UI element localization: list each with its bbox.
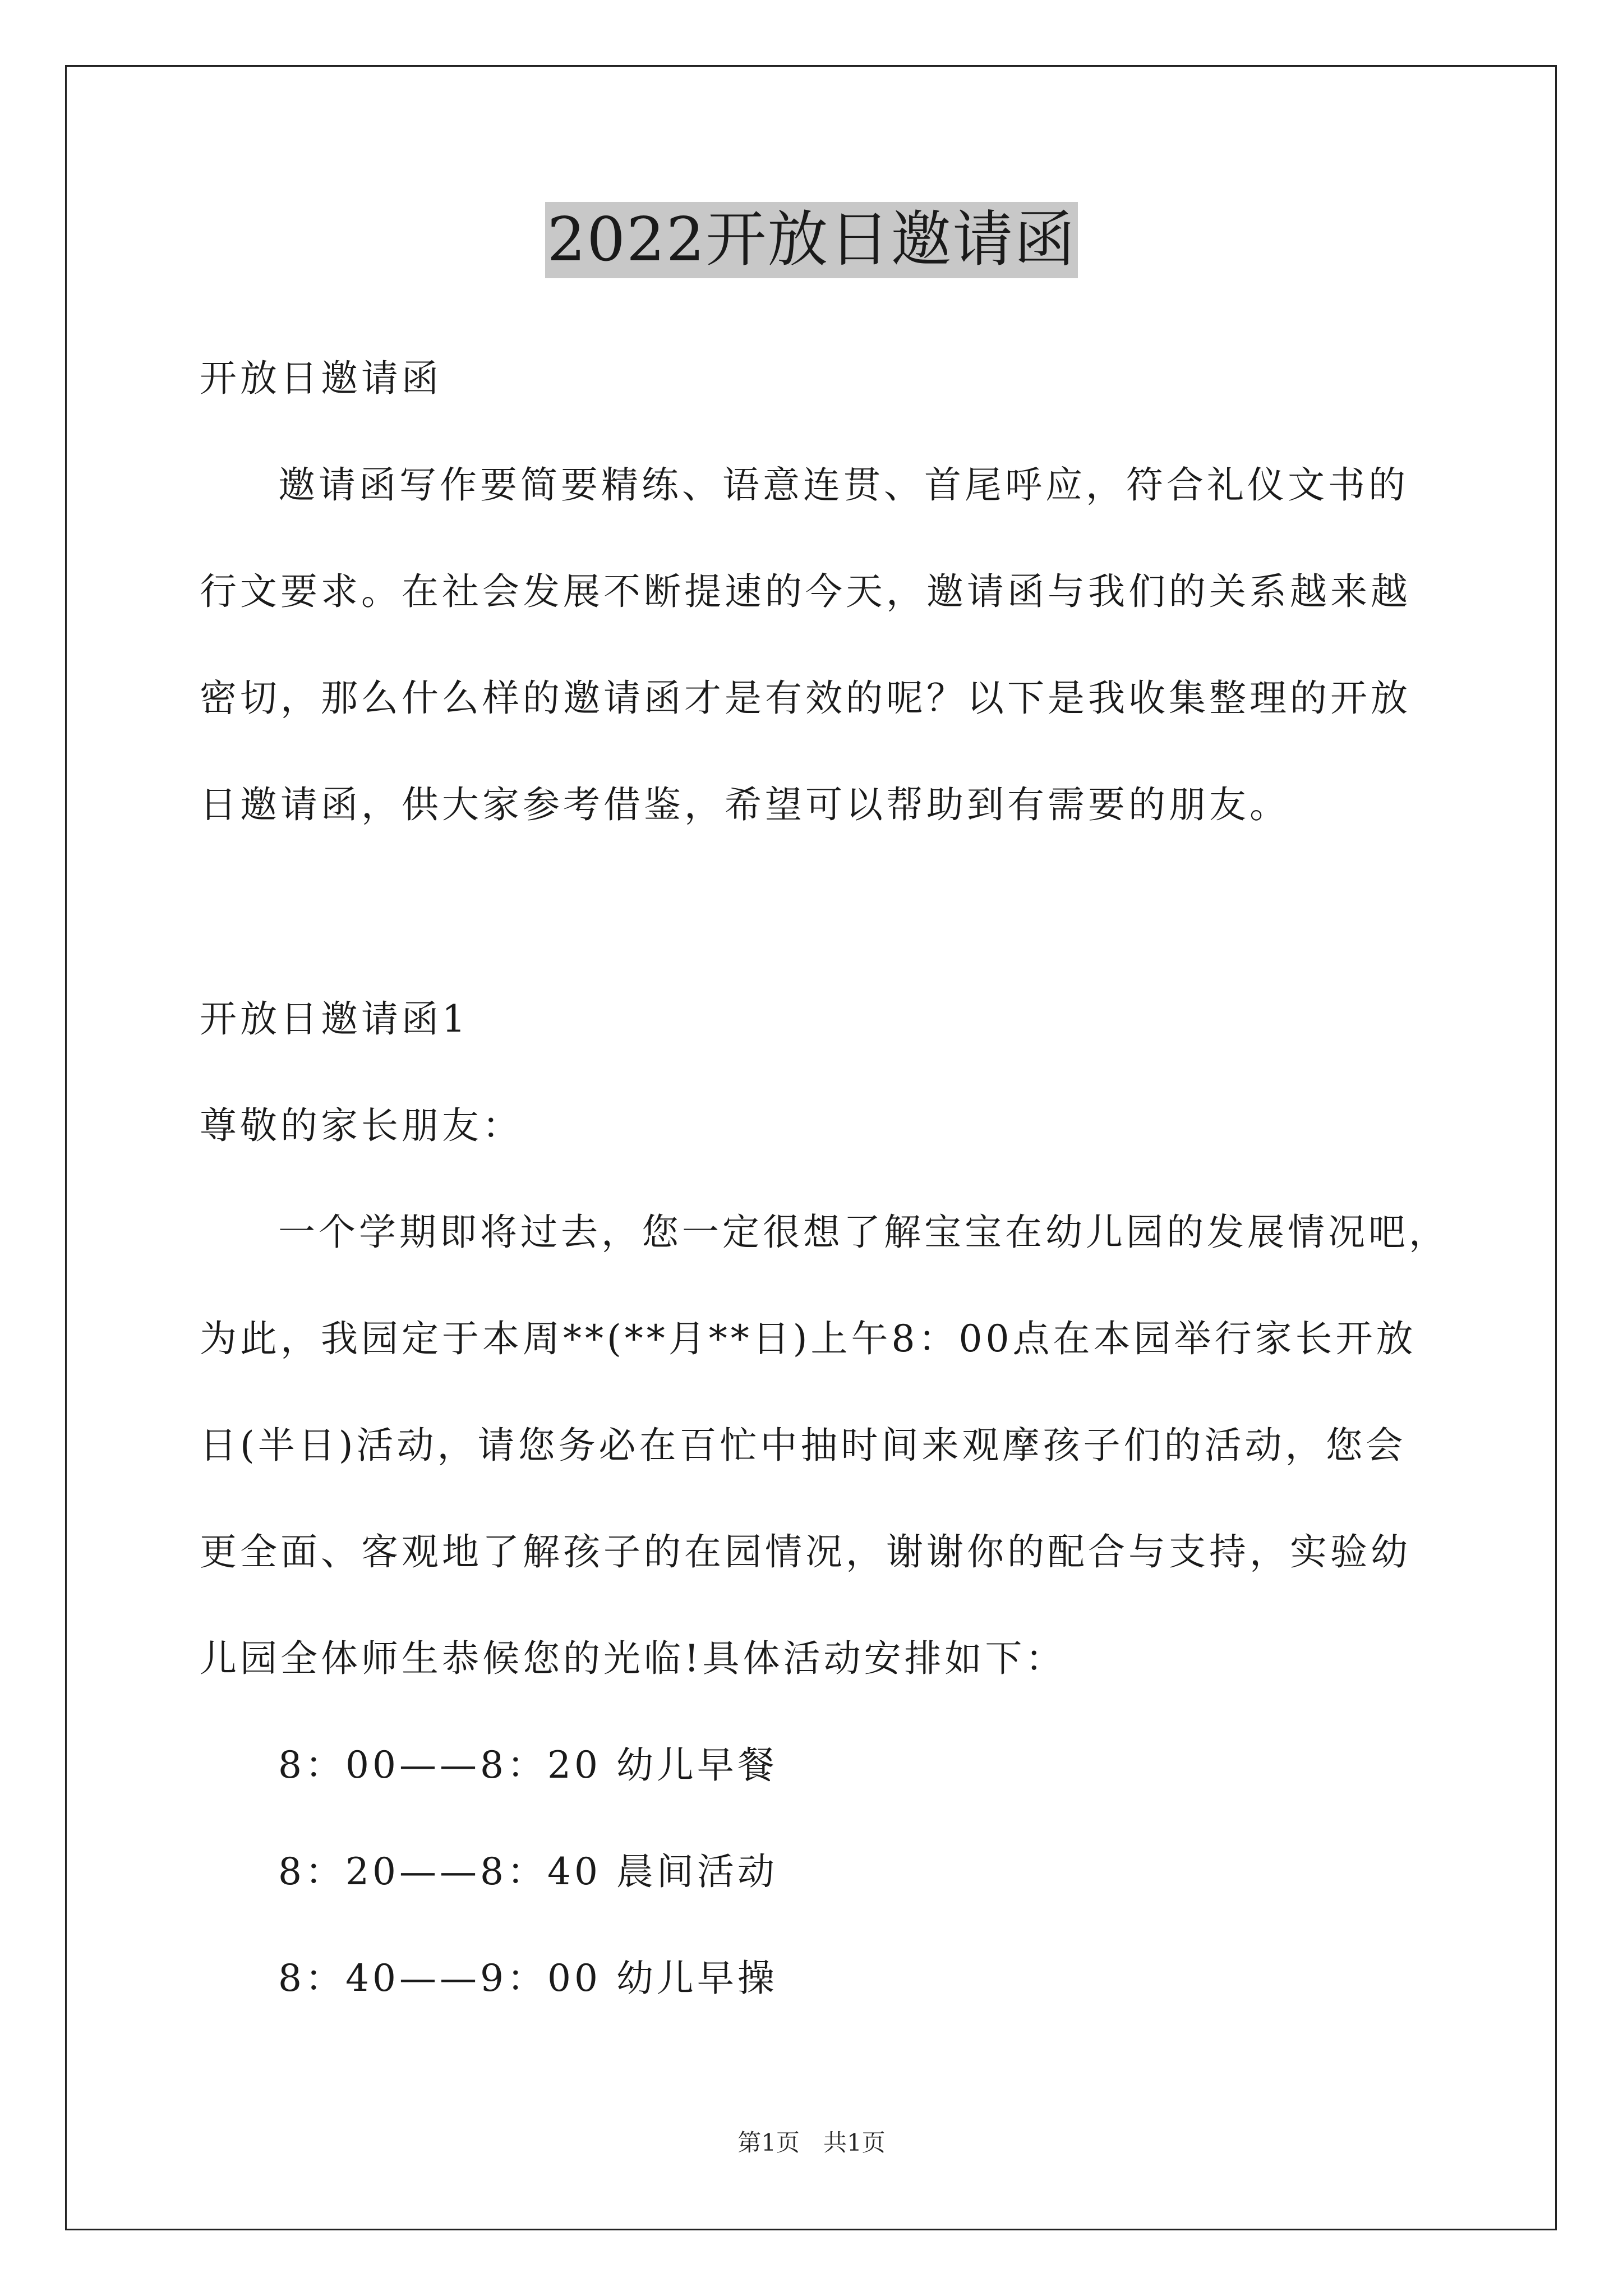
document-title-wrapper [0,202,1623,278]
paragraph-line: 行文要求。在社会发展不断提速的今天，邀请函与我们的关系越来越 [200,570,1411,613]
paragraph-line: 密切，那么什么样的邀请函才是有效的呢？以下是我收集整理的开放 [200,677,1411,720]
paragraph-line: 为此，我园定于本周**(**月**日)上午8：00点在本园举行家长开放 [200,1317,1417,1360]
document-title: 2022开放日邀请函 [545,202,1078,278]
paragraph-line: 日(半日)活动，请您务必在百忙中抽时间来观摩孩子们的活动，您会 [200,1424,1407,1467]
paragraph-line: 日邀请函，供大家参考借鉴，希望可以帮助到有需要的朋友。 [200,783,1290,826]
section-heading-1: 开放日邀请函1 [200,997,469,1041]
paragraph-line: 更全面、客观地了解孩子的在园情况，谢谢你的配合与支持，实验幼 [200,1530,1411,1573]
schedule-item: 8：00——8：20 幼儿早餐 [278,1743,778,1787]
salutation: 尊敬的家长朋友： [200,1104,523,1147]
page-footer: 第1页 共1页 [737,2129,886,2156]
paragraph-line: 儿园全体师生恭候您的光临!具体活动安排如下： [200,1637,1066,1680]
schedule-item: 8：20——8：40 晨间活动 [278,1850,778,1893]
schedule-item: 8：40——9：00 幼儿早操 [278,1957,778,2000]
paragraph-line: 一个学期即将过去，您一定很想了解宝宝在幼儿园的发展情况吧， [278,1211,1449,1254]
section-heading-intro: 开放日邀请函 [200,357,442,400]
paragraph-line: 邀请函写作要简要精练、语意连贯、首尾呼应，符合礼仪文书的 [278,463,1409,507]
